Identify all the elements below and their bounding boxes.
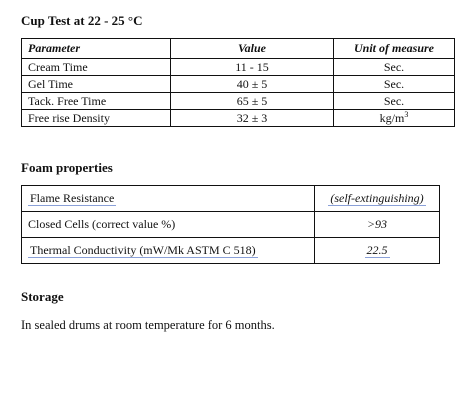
cell-value bbox=[315, 186, 440, 212]
cell-parameter: Free rise Density bbox=[22, 110, 171, 127]
table-row bbox=[22, 59, 455, 76]
cell-value: 40 ± 5 bbox=[171, 76, 334, 93]
table-row bbox=[22, 186, 440, 212]
storage-title: Storage bbox=[21, 289, 64, 304]
cell-property: Closed Cells (correct value %) bbox=[22, 212, 315, 238]
cell-unit bbox=[334, 110, 455, 127]
foam-properties-title: Foam properties bbox=[21, 160, 113, 175]
cell-unit: Sec. bbox=[334, 93, 455, 110]
cell-value: 65 ± 5 bbox=[171, 93, 334, 110]
cell-parameter: Tack. Free Time bbox=[22, 93, 171, 110]
header-value: Value bbox=[171, 39, 334, 59]
table-header-row bbox=[22, 39, 455, 59]
unit-superscript: 3 bbox=[404, 109, 409, 119]
unit-text: kg/m bbox=[379, 110, 405, 125]
cup-test-table bbox=[21, 38, 455, 127]
property-text: Flame Resistance bbox=[30, 191, 115, 205]
cell-value bbox=[315, 238, 440, 264]
cell-unit: Sec. bbox=[334, 76, 455, 93]
cell-value: 11 - 15 bbox=[171, 59, 334, 76]
table-row bbox=[22, 110, 455, 127]
property-text: Thermal Conductivity (mW/Mk ASTM C 518) bbox=[30, 243, 256, 257]
cup-test-title: Cup Test at 22 - 25 °C bbox=[21, 13, 143, 28]
cell-parameter: Gel Time bbox=[22, 76, 171, 93]
cell-value: >93 bbox=[315, 212, 440, 238]
cell-value: 32 ± 3 bbox=[171, 110, 334, 127]
value-text: 22.5 bbox=[366, 243, 388, 257]
foam-properties-table bbox=[21, 185, 440, 264]
storage-text: In sealed drums at room temperature for 6 months. bbox=[21, 318, 275, 332]
cell-unit: Sec. bbox=[334, 59, 455, 76]
table-row bbox=[22, 238, 440, 264]
header-parameter: Parameter bbox=[22, 39, 171, 59]
table-row bbox=[22, 212, 440, 238]
table-row bbox=[22, 76, 455, 93]
cell-property bbox=[22, 186, 315, 212]
header-unit: Unit of measure bbox=[334, 39, 455, 59]
value-text: (self-extinguishing) bbox=[330, 191, 424, 205]
cell-parameter: Cream Time bbox=[22, 59, 171, 76]
cell-property bbox=[22, 238, 315, 264]
table-row bbox=[22, 93, 455, 110]
